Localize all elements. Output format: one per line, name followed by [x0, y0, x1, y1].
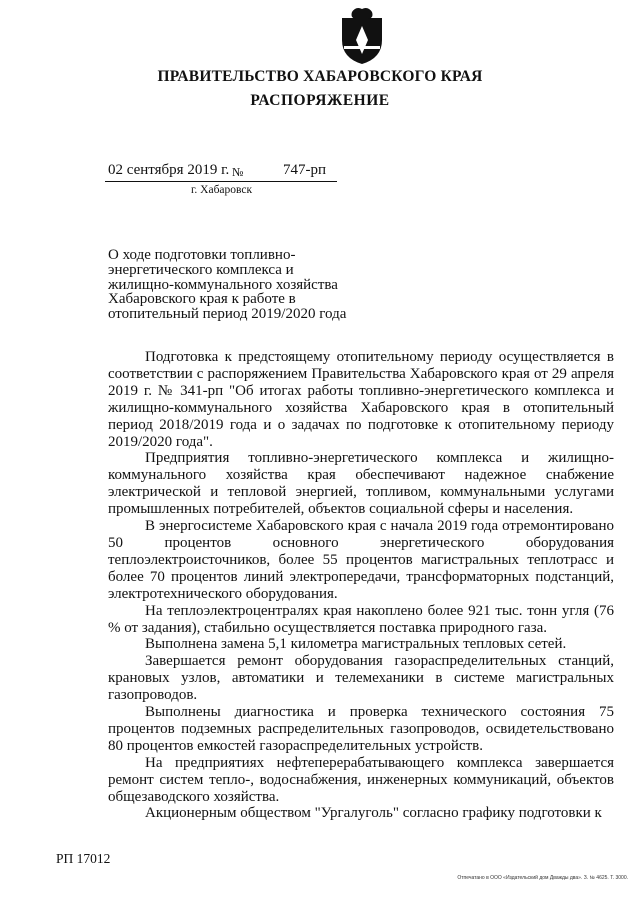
paragraph: Предприятия топливно-энергетического комплекса и жилищно-коммунального хозяйства края обеспечивают надежное снабжение электрической и тепловой энергией, топливом, коммунальными услугами промышленных потребителей, объектов социальной сферы и населения.	[108, 450, 614, 518]
paragraph: На предприятиях нефтеперерабатывающего комплекса завершается ремонт систем тепло-, водоснабжения, инженерных коммуникаций, объектов общезаводского хозяйства.	[108, 754, 614, 805]
paragraph: В энергосистеме Хабаровского края с начала 2019 года отремонтировано 50 процентов основного энергетического оборудования теплоэлектроисточников, более 55 процентов магистральных теплотрасс и более 70 процентов линий электропередачи, трансформаторных подстанций, электротехнического оборудования.	[108, 518, 614, 602]
government-title: ПРАВИТЕЛЬСТВО ХАБАРОВСКОГО КРАЯ	[157, 68, 483, 85]
document-registration-id: РП 17012	[56, 851, 111, 866]
print-note: Отпечатано в ООО «Издательский дом Дважды два». З. № 4625. Т. 3000.	[457, 875, 628, 881]
number-sign: №	[232, 165, 244, 179]
document-type: РАСПОРЯЖЕНИЕ	[250, 92, 390, 109]
paragraph: Подготовка к предстоящему отопительному периоду осуществляется в соответствии с распоряжением Правительства Хабаровского края от 29 апреля 2019 г. № 341-рп "Об итогах работы топливно-энергетического комплекса и жилищно-коммунального хозяйства Хабаровского края в отопительный период 2018/2019 года и о задачах по подготовке к отопительному периоду 2019/2020 года".	[108, 349, 614, 450]
city: г. Хабаровск	[191, 184, 253, 196]
document-number: 747-рп	[283, 162, 327, 178]
coat-of-arms-emblem	[338, 6, 386, 66]
paragraph: Акционерным обществом "Ургалуголь" согласно графику подготовки к	[145, 805, 602, 822]
paragraph: Завершается ремонт оборудования газораспределительных станций, крановых узлов, автоматики и телемеханики в системе магистральных газопроводов.	[108, 653, 614, 704]
document-body	[108, 349, 614, 822]
paragraph: Выполнены диагностика и проверка технического состояния 75 процентов подземных распределительных газопроводов, освидетельствовано 80 процентов емкостей газораспределительных устройств.	[108, 704, 614, 754]
document-date: 02 сентября 2019 г.	[108, 162, 230, 178]
date-underline	[105, 181, 337, 182]
document-subject: О ходе подготовки топливно-энергетического комплекса и жилищно-коммунального хозяйства Хабаровского края к работе в отопительный период 2019/2020 года	[108, 247, 347, 323]
paragraph: Выполнена замена 5,1 километра магистральных тепловых сетей.	[145, 636, 567, 653]
paragraph: На теплоэлектроцентралях края накоплено более 921 тыс. тонн угля (76 % от задания), стабильно осуществляется поставка природного газа.	[108, 602, 614, 636]
